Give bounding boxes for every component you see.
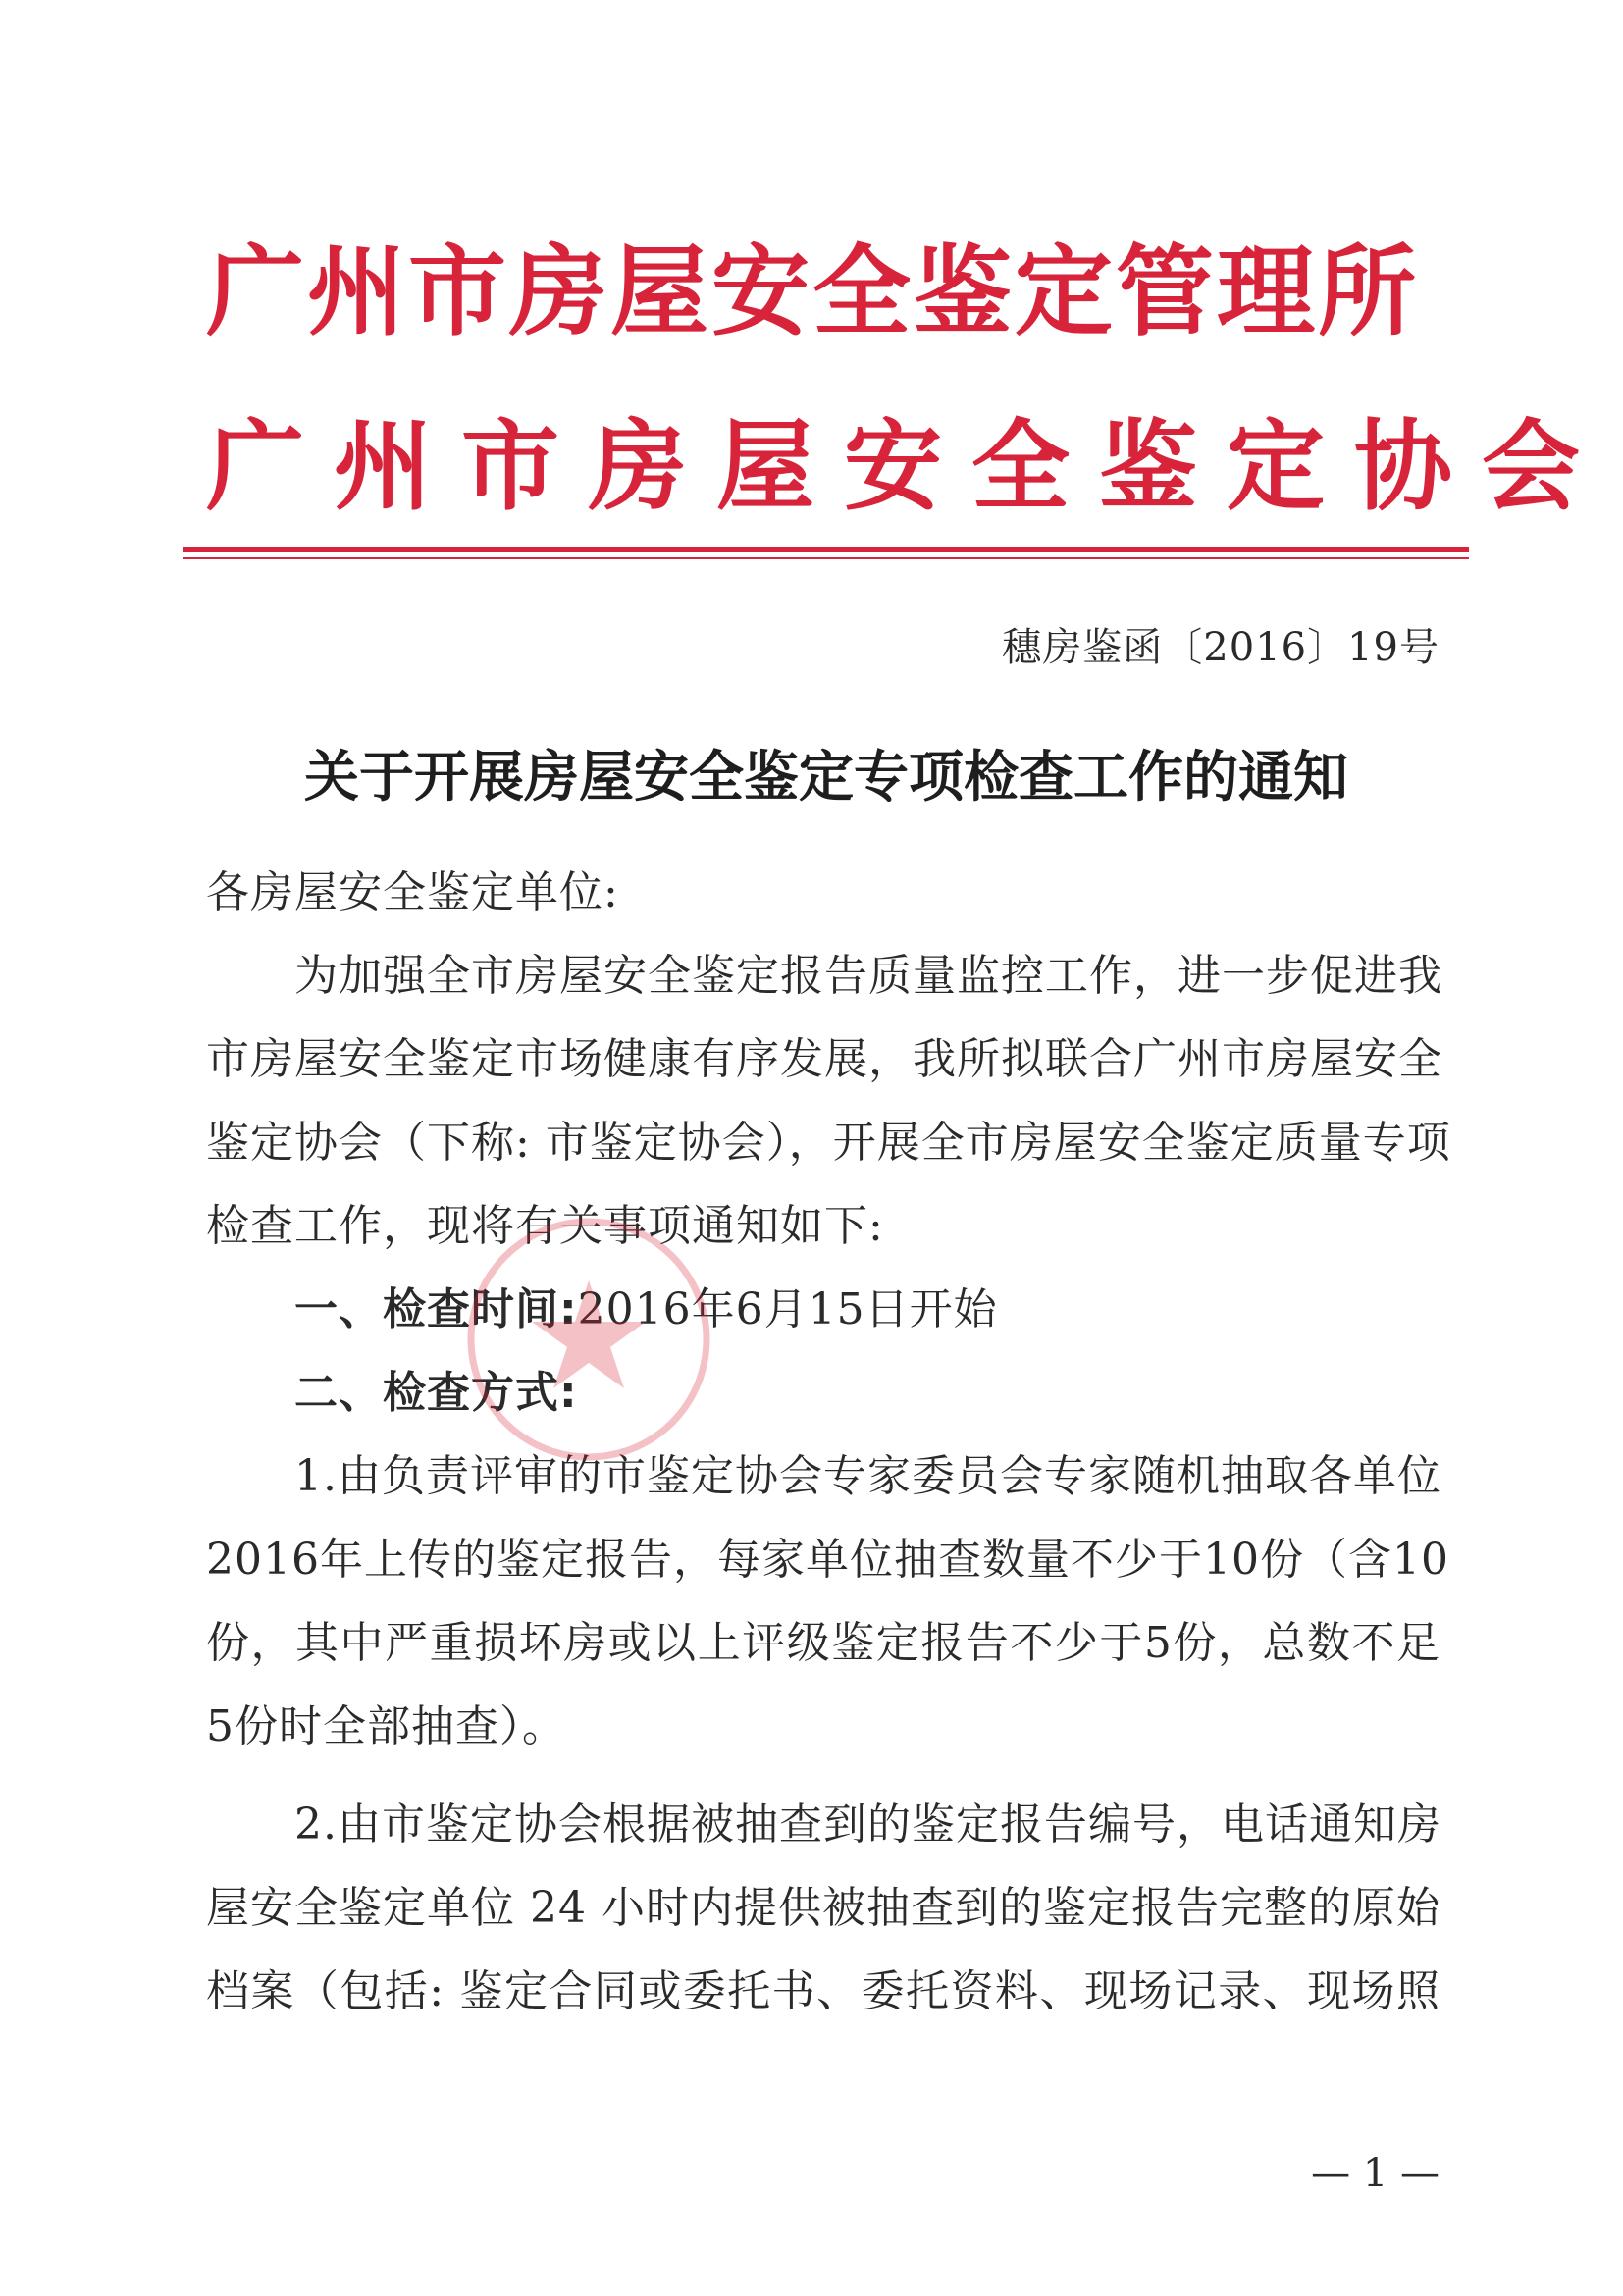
item-1-line: 1.由负责评审的市鉴定协会专家委员会专家随机抽取各单位 xyxy=(294,1451,1441,1501)
paragraph-1-line: 鉴定协会（下称: 市鉴定协会），开展全市房屋安全鉴定质量专项 xyxy=(206,1118,1451,1168)
paragraph-1-line: 市房屋安全鉴定市场健康有序发展，我所拟联合广州市房屋安全 xyxy=(206,1034,1442,1084)
paragraph-1-line: 为加强全市房屋安全鉴定报告质量监控工作，进一步促进我 xyxy=(294,951,1442,1001)
page-number: — 1 — xyxy=(1311,2151,1440,2196)
document-title: 关于开展房屋安全鉴定专项检查工作的通知 xyxy=(304,745,1348,809)
issuing-org-2: 广州市房屋安全鉴定协会 xyxy=(206,408,1609,524)
star-seal-icon xyxy=(461,1212,716,1467)
section-2-heading: 二、检查方式: xyxy=(294,1368,578,1418)
salutation: 各房屋安全鉴定单位: xyxy=(206,867,619,917)
paragraph-1-line: 检查工作，现将有关事项通知如下: xyxy=(206,1201,884,1251)
section-1-heading: 一、检查时间: xyxy=(294,1284,578,1334)
item-1-line: 份，其中严重损坏房或以上评级鉴定报告不少于5份，总数不足 xyxy=(206,1618,1440,1668)
item-1-line: 5份时全部抽查）。 xyxy=(206,1701,566,1751)
issuing-org-1: 广州市房屋安全鉴定管理所 xyxy=(206,234,1419,349)
red-header-rule-thin xyxy=(183,557,1469,559)
red-header-rule xyxy=(183,547,1469,552)
item-2-line: 2.由市鉴定协会根据被抽查到的鉴定报告编号，电话通知房 xyxy=(294,1800,1441,1850)
item-2-line: 屋安全鉴定单位 24 小时内提供被抽查到的鉴定报告完整的原始 xyxy=(206,1883,1440,1933)
document-number: 穗房鉴函〔2016〕19号 xyxy=(1002,625,1440,670)
section-1-text: 2016年6月15日开始 xyxy=(577,1284,998,1334)
item-2-line: 档案（包括: 鉴定合同或委托书、委托资料、现场记录、现场照 xyxy=(206,1966,1440,2016)
item-1-line: 2016年上传的鉴定报告，每家单位抽查数量不少于10份（含10 xyxy=(206,1535,1449,1585)
